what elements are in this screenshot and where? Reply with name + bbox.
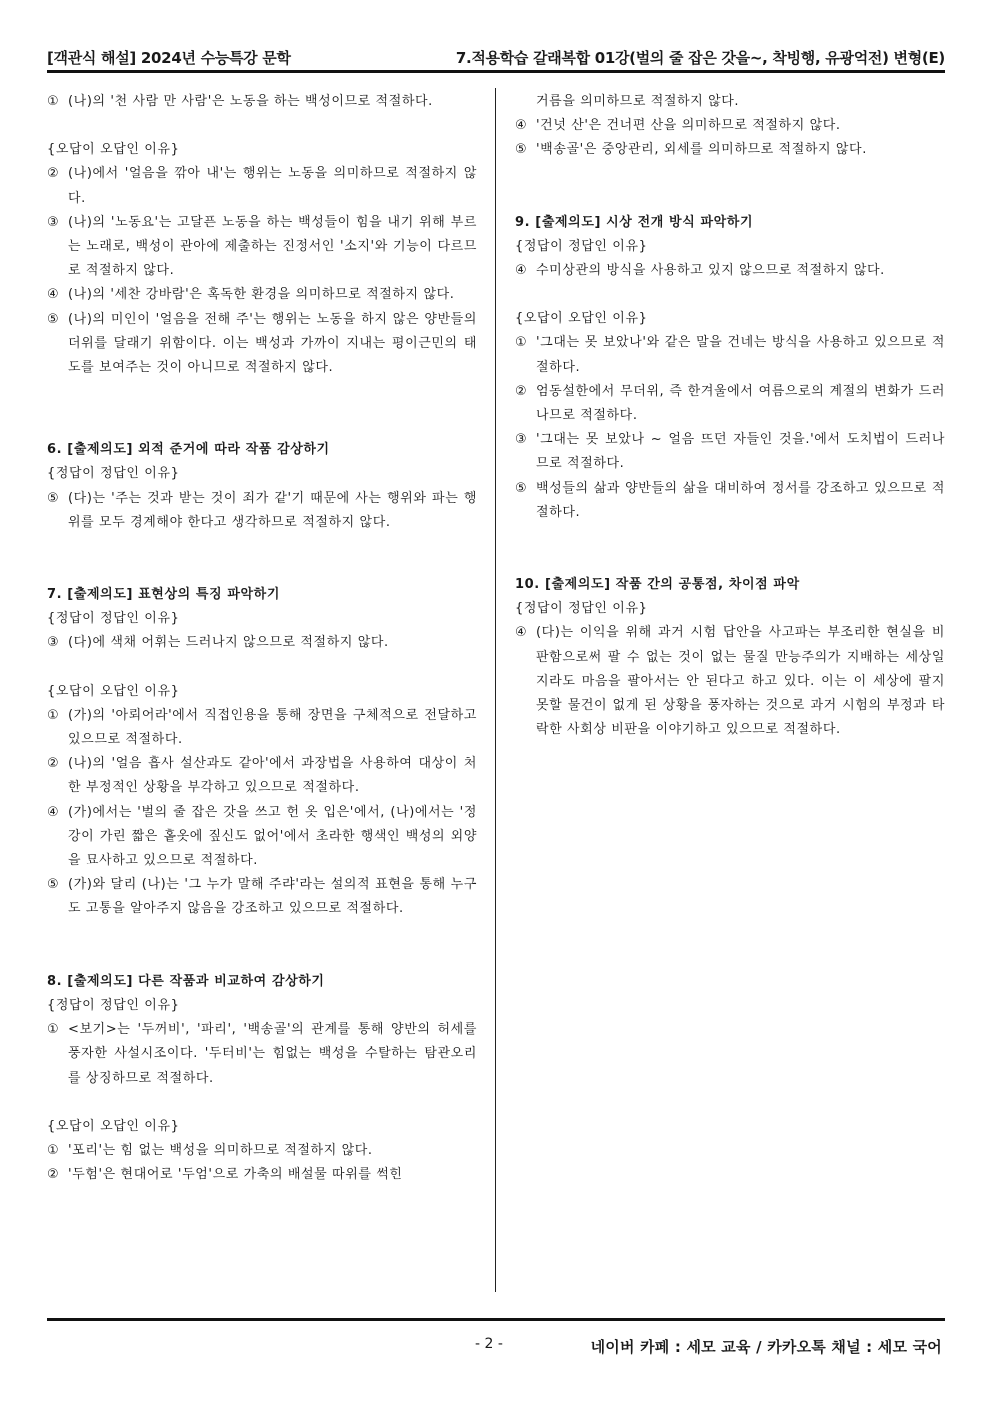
item-text: (나)의 '천 사람 만 사람'은 노동을 하는 백성이므로 적절하다. (68, 94, 433, 109)
item-text: 거름을 의미하므로 적절하지 않다. (536, 94, 740, 109)
item-text: (다)는 이익을 위해 과거 시험 답안을 사고파는 부조리한 현실을 비판함으로써 팔 수 없는 것이 없는 물질 만능주의가 지배하는 세상일지라도 마음을 팔아서는 안 된다고 하고 있다. 이는 이 세상에 팔지 못할 물건이 없게 된 상황을 풍자하는 것으로 과거 시험의 부정과 타락한 사회상 비판을 이야기하고 있으므로 적절하다. (536, 625, 945, 738)
q6-heading: 6. [출제의도] 외적 준거에 따라 작품 감상하기 (47, 442, 330, 458)
q5-wrong-item (47, 283, 477, 307)
left-column (47, 90, 477, 1187)
q8-wrong-label: {오답이 오답인 이유} (47, 1118, 180, 1134)
item-number: ① (47, 1142, 60, 1158)
header-rule (47, 70, 945, 73)
header-left-title: [객관식 해설] 2024년 수능특강 문학 (47, 49, 291, 67)
item-text: '두험'은 현대어로 '두엄'으로 가축의 배설물 따위를 썩힌 (68, 1167, 403, 1183)
q9-wrong-item (515, 428, 945, 476)
item-number: ⑤ (515, 142, 528, 158)
header-right-title: 7.적용학습 갈래복합 01강(벌의 줄 잡은 갓을~, 착빙행, 유광억전) 변형(E) (455, 49, 945, 67)
q6-correct-label: {정답이 정답인 이유} (47, 466, 180, 482)
right-column (515, 90, 945, 742)
footer-rule (47, 1318, 945, 1321)
q8-wrong-item (515, 138, 945, 162)
item-text: (다)는 '주는 것과 받는 것이 죄가 같'기 때문에 사는 행위와 파는 행위를 모두 경계해야 한다고 생각하므로 적절하지 않다. (68, 490, 477, 530)
q7-wrong-item (47, 873, 477, 921)
q9-correct-label: {정답이 정답인 이유} (515, 238, 648, 254)
item-number: ② (515, 383, 528, 399)
item-number: ② (47, 756, 60, 772)
q10-correct-item (515, 621, 945, 742)
item-text: (나)의 '세찬 강바람'은 혹독한 환경을 의미하므로 적절하지 않다. (68, 287, 455, 303)
q9-wrong-item (515, 331, 945, 379)
page-header (47, 40, 945, 68)
q7-correct-label: {정답이 정답인 이유} (47, 611, 180, 627)
q7-wrong-item (47, 752, 477, 800)
item-number: ① (47, 94, 60, 109)
q9-wrong-item (515, 477, 945, 525)
q5-wrong-item (47, 162, 477, 210)
q7-wrong-item (47, 801, 477, 874)
q7-wrong-item (47, 704, 477, 752)
q6-correct-item (47, 487, 477, 535)
q7-heading: 7. [출제의도] 표현상의 특징 파악하기 (47, 587, 280, 603)
footer-channel-info: 네이버 카페 : 세모 교육 / 카카오톡 채널 : 세모 국어 (590, 1338, 942, 1356)
q8-wrong-item (515, 114, 945, 138)
item-text: (다)에 색채 어휘는 드러나지 않으므로 적절하지 않다. (68, 635, 389, 651)
item-text: <보기>는 '두꺼비', '파리', '백송골'의 관계를 통해 양반의 허세를 풍자한 사설시조이다. '두터비'는 힘없는 백성을 수탈하는 탐관오리를 상징하므로 적절하다. (68, 1022, 477, 1086)
item-number: ④ (515, 625, 528, 641)
q9-wrong-label: {오답이 오답인 이유} (515, 311, 648, 327)
q7-correct-item (47, 631, 477, 655)
item-number: ⑤ (47, 877, 60, 893)
q9-heading: 9. [출제의도] 시상 전개 방식 파악하기 (515, 214, 754, 230)
item-number: ① (47, 707, 60, 723)
item-number: ① (515, 335, 528, 351)
item-text: 백성들의 삶과 양반들의 삶을 대비하여 정서를 강조하고 있으므로 적절하다. (536, 480, 945, 520)
item-text: '그대는 못 보았나 ~ 얼음 뜨던 자들인 것을.'에서 도치법이 드러나므로 적절하다. (536, 432, 945, 472)
page-number: - 2 - (475, 1336, 503, 1352)
q10-heading: 10. [출제의도] 작품 간의 공통점, 차이점 파악 (515, 577, 800, 593)
item-text: (가)에서는 '벌의 줄 잡은 갓을 쓰고 헌 옷 입은'에서, (나)에서는 '정강이 가린 짧은 홑옷에 짚신도 없어'에서 초라한 행색인 백성의 외양을 묘사하고 있으므로 적절하다. (68, 804, 477, 869)
q8-continued-text (515, 90, 945, 114)
item-number: ⑤ (515, 480, 528, 496)
column-divider (495, 88, 496, 1292)
q8-correct-item (47, 1018, 477, 1091)
item-text: (나)의 '노동요'는 고달픈 노동을 하는 백성들이 힘을 내기 위해 부르는 노래로, 백성이 관아에 제출하는 진정서인 '소지'와 기능이 다르므로 적절하지 않다. (68, 214, 477, 279)
item-number: ④ (47, 287, 60, 303)
q9-correct-item (515, 259, 945, 283)
q5-wrong-item (47, 211, 477, 284)
item-text: '건넛 산'은 건너편 산을 의미하므로 적절하지 않다. (536, 118, 841, 134)
item-number: ③ (47, 635, 60, 651)
item-text: (가)와 달리 (나)는 '그 누가 말해 주랴'라는 설의적 표현을 통해 누구도 고통을 알아주지 않음을 강조하고 있으므로 적절하다. (68, 877, 477, 917)
item-number: ④ (47, 804, 60, 820)
q5-wrong-item (47, 308, 477, 381)
item-number: ③ (47, 214, 60, 230)
item-text: '그대는 못 보았나'와 같은 말을 건네는 방식을 사용하고 있으므로 적절하다. (536, 335, 945, 375)
item-text: (가)의 '아뢰어라'에서 직접인용을 통해 장면을 구체적으로 전달하고 있으므로 적절하다. (68, 707, 477, 748)
q5-wrong-label: {오답이 오답인 이유} (47, 142, 180, 158)
item-text: (나)의 미인이 '얼음을 전해 주'는 행위는 노동을 하지 않은 양반들의 더위를 달래기 위함이다. 이는 백성과 가까이 지내는 평이근민의 태도를 보여주는 것이 아니므로 적절하지 않다. (68, 311, 477, 376)
q8-heading: 8. [출제의도] 다른 작품과 비교하여 감상하기 (47, 973, 325, 989)
q5-correct-item (47, 90, 477, 114)
item-number: ④ (515, 263, 528, 279)
item-text: '백송골'은 중앙관리, 외세를 의미하므로 적절하지 않다. (536, 142, 867, 158)
item-number: ② (47, 1167, 60, 1183)
q8-wrong-item (47, 1139, 477, 1163)
item-number: ① (47, 1022, 60, 1038)
item-text: (나)의 '얼음 흡사 설산과도 같아'에서 과장법을 사용하여 대상이 처한 부정적인 상황을 부각하고 있으므로 적절하다. (68, 756, 477, 796)
item-number: ⑤ (47, 311, 60, 327)
item-text: 수미상관의 방식을 사용하고 있지 않으므로 적절하지 않다. (536, 263, 885, 279)
q8-wrong-item (47, 1163, 477, 1187)
q8-correct-label: {정답이 정답인 이유} (47, 997, 180, 1013)
q7-wrong-label: {오답이 오답인 이유} (47, 683, 180, 699)
item-text: 엄동설한에서 무더위, 즉 한겨울에서 여름으로의 계절의 변화가 드러나므로 적절하다. (536, 383, 945, 424)
item-number: ⑤ (47, 490, 60, 506)
q9-wrong-item (515, 380, 945, 428)
item-text: (나)에서 '얼음을 깎아 내'는 행위는 노동을 의미하므로 적절하지 않다. (68, 166, 477, 206)
q10-correct-label: {정답이 정답인 이유} (515, 601, 648, 617)
item-number: ② (47, 166, 60, 182)
item-number: ③ (515, 432, 528, 448)
item-text: '포리'는 힘 없는 백성을 의미하므로 적절하지 않다. (68, 1142, 373, 1158)
item-number: ④ (515, 118, 528, 134)
